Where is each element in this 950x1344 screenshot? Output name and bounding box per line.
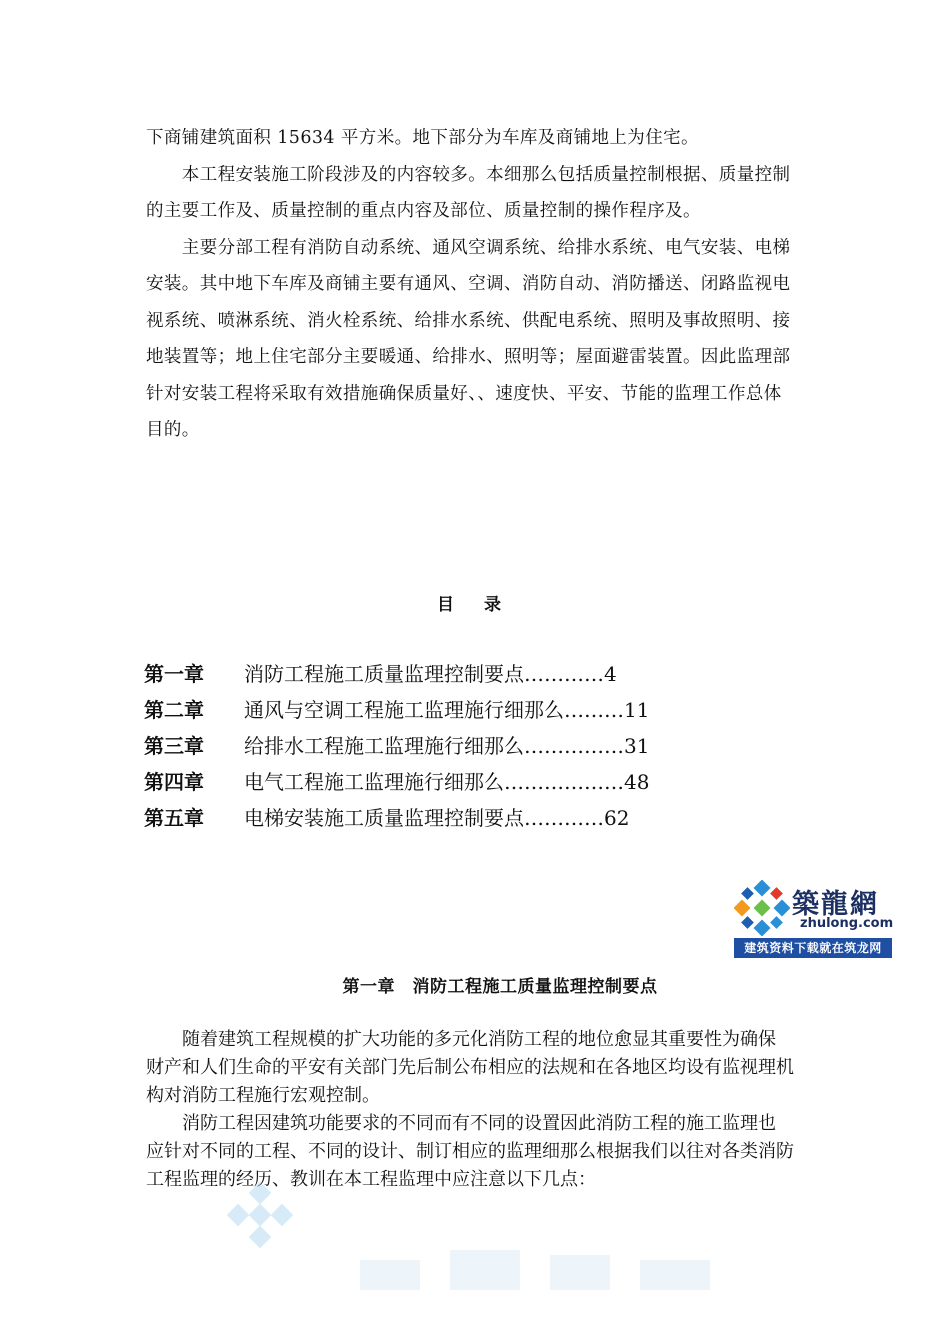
text-line: 目的。	[146, 420, 200, 440]
toc-entry[interactable]	[144, 654, 844, 690]
toc-entry[interactable]	[144, 762, 844, 798]
text-line: 消防工程因建筑功能要求的不同而有不同的设置因此消防工程的施工监理也	[146, 1113, 776, 1134]
table-of-contents	[144, 654, 844, 834]
logo-slogan: 建筑资料下载就在筑龙网	[734, 938, 892, 958]
text-line: 财产和人们生命的平安有关部门先后制公布相应的法规和在各地区均设有监视理机	[146, 1057, 794, 1078]
snowflake-logo-icon	[734, 880, 790, 936]
intro-paragraphs	[146, 120, 836, 449]
text-line: 主要分部工程有消防自动系统、通风空调系统、给排水系统、电气安装、电梯	[146, 237, 791, 258]
text-line: 本工程安装施工阶段涉及的内容较多。本细那么包括质量控制根据、质量控制	[146, 164, 791, 185]
text-line: 随着建筑工程规模的扩大功能的多元化消防工程的地位愈显其重要性为确保	[146, 1029, 776, 1050]
toc-chapter-number: 第五章	[144, 805, 204, 830]
text-line: 安装。其中地下车库及商铺主要有通风、空调、消防自动、消防播送、闭路监视电	[146, 274, 791, 294]
toc-chapter-number: 第三章	[144, 733, 204, 758]
watermark-snowflake-icon	[220, 1180, 300, 1250]
text-line: 视系统、喷淋系统、消火栓系统、给排水系统、供配电系统、照明及事故照明、接	[146, 310, 791, 331]
toc-chapter-title: 电梯安装施工质量监理控制要点…………62	[244, 805, 630, 830]
text-line: 地装置等；地上住宅部分主要暖通、给排水、照明等；屋面避雷装置。因此监理部	[146, 347, 791, 367]
logo-name-en: zhulong.com	[800, 916, 894, 931]
text-line: 针对安装工程将采取有效措施确保质量好、、速度快、平安、节能的监理工作总体	[146, 383, 782, 404]
toc-chapter-title: 消防工程施工质量监理控制要点…………4	[244, 661, 617, 686]
toc-chapter-number: 第二章	[144, 697, 204, 722]
toc-entry[interactable]	[144, 798, 844, 834]
zhulong-logo[interactable]	[734, 880, 894, 960]
toc-chapter-title: 给排水工程施工监理施行细那么……………31	[244, 733, 650, 758]
text-line: 工程监理的经历、教训在本工程监理中应注意以下几点：	[146, 1169, 596, 1190]
toc-chapter-number: 第四章	[144, 769, 204, 794]
text-line: 下商铺建筑面积 15634 平方米。地下部分为车库及商铺地上为住宅。	[146, 128, 699, 148]
toc-title: 目 录	[437, 595, 513, 615]
text-line: 应针对不同的工程、不同的设计、制订相应的监理细那么根据我们以往对各类消防	[146, 1141, 794, 1162]
toc-chapter-title: 通风与空调工程施工监理施行细那么………11	[244, 697, 650, 722]
chapter-heading: 第一章 消防工程施工质量监理控制要点	[342, 977, 658, 997]
toc-entry[interactable]	[144, 726, 844, 762]
text-line: 构对消防工程施行宏观控制。	[146, 1085, 380, 1106]
watermark-faint-shapes	[360, 1240, 720, 1300]
toc-chapter-title: 电气工程施工监理施行细那么………………48	[244, 769, 650, 794]
toc-entry[interactable]	[144, 690, 844, 726]
logo-name-cn: 築龍網	[792, 889, 879, 920]
toc-chapter-number: 第一章	[144, 661, 204, 686]
text-line: 的主要工作及、质量控制的重点内容及部位、质量控制的操作程序及。	[146, 201, 701, 221]
chapter1-paragraphs	[146, 1026, 836, 1194]
